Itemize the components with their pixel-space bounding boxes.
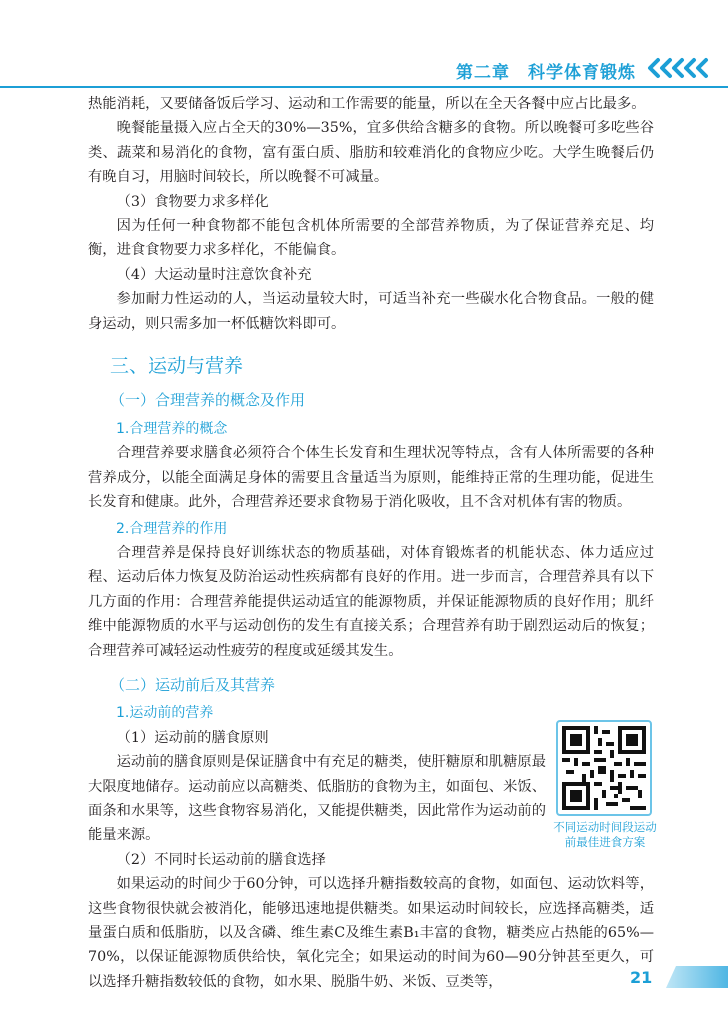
paragraph: 如果运动的时间少于60分钟，可以选择升糖指数较高的食物，如面包、运动饮料等，这些食物很快就会被消化，能够迅速地提供糖类。如果运动时间较长，应选择高糖类，适量蛋白质和低脂肪，以及含磷、维生素C及维生素B₁丰富的食物，糖类应占热能的65%—70%，以保证能源物质供给快，氧化完全；如果运动的时间为60—90分钟甚至更久，可以选择升糖指数较低的食物，如水果、脱脂牛奶、米饭、豆类等， <box>88 876 654 990</box>
paragraph: 晚餐能量摄入应占全天的30%—35%，宜多供给含糖多的食物。所以晚餐可多吃些谷类、蔬菜和易消化的食物，富有蛋白质、脂肪和较难消化的食物应少吃。大学生晚餐后仍有晚自习，用脑时间较长，所以晚餐不可减量。 <box>88 120 654 186</box>
footer-accent-bar <box>666 966 728 988</box>
page-header <box>0 0 728 88</box>
paragraph: 运动前的膳食原则是保证膳食中有充足的糖类，使肝糖原和肌糖原最大限度地储存。运动前应以高糖类、低脂肪的食物为主，如面包、米饭、面条和水果等，这些食物容易消化，又能提供糖类，因此常作为运动前的能量来源。 <box>88 754 546 844</box>
subsection-heading: （一）合理营养的概念及作用 <box>110 391 306 410</box>
header-divider <box>0 86 728 88</box>
qr-code[interactable] <box>556 720 652 816</box>
main-text <box>88 92 654 994</box>
qr-code-icon <box>562 726 646 810</box>
item-heading: （4）大运动量时注意饮食补充 <box>116 266 312 283</box>
page-number: 21 <box>630 968 653 987</box>
paragraph: 合理营养是保持良好训练状态的物质基础，对体育锻炼者的机能状态、体力适应过程、运动后体力恢复及防治运动性疾病都有良好的作用。进一步而言，合理营养具有以下几方面的作用：合理营养能提供运动适宜的能源物质，并保证能源物质的良好作用；肌纤维中能源物质的水平与运动创伤的发生有直接关系；合理营养有助于剧烈运动后的恢复；合理营养可减轻运动性疲劳的程度或延缓其发生。 <box>88 544 654 659</box>
chevrons-left-icon <box>646 56 716 80</box>
paragraph: 参加耐力性运动的人，当运动量较大时，可适当补充一些碳水化合物食品。一般的健身运动，则只需多加一杯低糖饮料即可。 <box>88 291 654 332</box>
item-heading: （1）运动前的膳食原则 <box>116 729 269 746</box>
chapter-title: 第二章 科学体育锻炼 <box>456 63 636 83</box>
paragraph: 合理营养要求膳食必须符合个体生长发育和生理状况等特点，含有人体所需要的各种营养成分，以能全面满足身体的需要且含量适当为原则，能维持正常的生理功能，促进生长发育和健康。此外，合理营养还要求食物易于消化吸收，且不含对机体有害的物质。 <box>88 445 654 511</box>
paragraph: 热能消耗，又要储备饭后学习、运动和工作需要的能量，所以在全天各餐中应占比最多。 <box>88 96 646 112</box>
topic-heading: 1.合理营养的概念 <box>116 420 228 437</box>
subsection-heading: （二）运动前后及其营养 <box>110 675 276 694</box>
item-heading: （2）不同时长运动前的膳食选择 <box>116 851 326 868</box>
topic-heading: 1.运动前的营养 <box>116 705 214 722</box>
topic-heading: 2.合理营养的作用 <box>116 520 228 537</box>
paragraph: 因为任何一种食物都不能包含机体所需要的全部营养物质，为了保证营养充足、均衡，进食食物要力求多样化，不能偏食。 <box>88 218 654 259</box>
item-heading: （3）食物要力求多样化 <box>116 193 269 210</box>
qr-caption: 不同运动时间段运动前最佳进食方案 <box>553 820 657 849</box>
section-heading: 三、运动与营养 <box>110 355 244 378</box>
